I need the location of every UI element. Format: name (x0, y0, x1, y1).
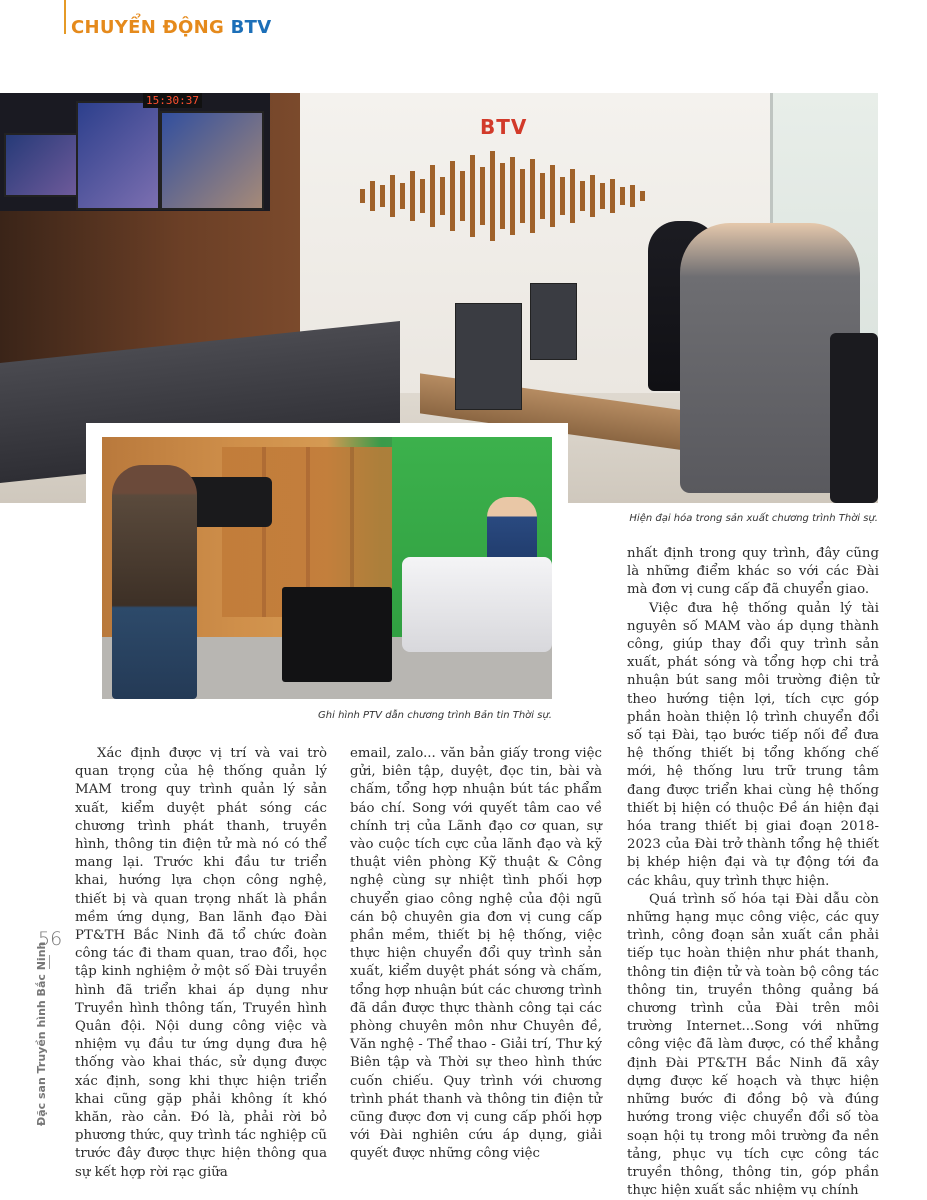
photo-chair (830, 333, 878, 503)
photo-screen (160, 111, 264, 210)
paragraph: Xác định được vị trí và vai trò quan trọng của hệ thống quản lý MAM trong quy trình quản lý sản xuất, kiểm duyệt phát sóng các chương trình phát thanh, truyền hình, thông tin điện tử mà nó có thể mang lại. Trước khi đầu tư triển khai, hướng lựa chọn công nghệ, thiết bị và quan trọng nhất là phần mềm ứng dụng, Ban lãnh đạo Đài PT&TH Bắc Ninh đã tổ chức đoàn công tác đi tham quan, trao đổi, học tập kinh nghiệm ở một số Đài truyền hình đã triển khai áp dụng như Truyền hình thông tấn, Truyền hình Quân đội. Nội dung công việc và nhiệm vụ đầu tư ứng dụng đưa hệ thống vào khai thác, sử dụng được xác định, song khi thực hiện triển khai cũng gặp phải không ít khó khăn, rào cản. Đó là, phải rời bỏ phương thức, quy trình tác nghiệp cũ trước đây được thực hiện thông qua sự kết hợp rời rạc giữa (75, 746, 327, 1180)
inset-photo-studio (102, 437, 552, 699)
paragraph: Quá trình số hóa tại Đài dẫu còn những hạng mục công việc, các quy trình, công đoạn sản xuất cần phải tiếp tục hoàn thiện như phát thanh, thông tin điện tử và toàn bộ công tác thông tin, truyền thông quảng bá chương trình của Đài trên môi trường Internet...Song với những công việc đã làm được, có thể khẳng định Đài PT&TH Bắc Ninh đã xây dựng được kế hoạch và thực hiện những bước đi đồng bộ và đúng hướng trong việc chuyển đổi số tòa soạn hội tụ trong môi trường đa nền tảng, phục vụ tích cực công tác truyền thông, thông tin, góp phần thực hiện xuất sắc nhiệm vụ chính (627, 891, 879, 1199)
photo-computer (530, 283, 577, 360)
header-accent-rule (64, 0, 66, 34)
photo-soundwave-decor (360, 151, 650, 241)
photo-computer (455, 303, 522, 410)
photo-screen (76, 101, 160, 210)
page-number: 56 (38, 928, 63, 950)
main-photo-caption: Hiện đại hóa trong sản xuất chương trình Thời sự. (629, 513, 878, 524)
section-header (71, 17, 272, 38)
paragraph: nhất định trong quy trình, đây cũng là những điểm khác so với các Đài mà đơn vị cung cấp đã chuyển giao. (627, 546, 879, 598)
paragraph: Việc đưa hệ thống quản lý tài nguyên số MAM vào áp dụng thành công, giúp thay đổi quy trình sản xuất, phát sóng và tổng hợp chi trả nhuận bút sang môi trường điện tử theo hướng tiện lợi, tích cực góp phần hoàn thiện lộ trình chuyển đổi số tại Đài, tạo bước tiếp nối để đưa hệ thống thiết bị tổng khống chế mới, hệ thống lưu trữ trung tâm đang được triển khai cùng hệ thống thiết bị hiện có thuộc Đề án hiện đại hóa trang thiết bị giai đoạn 2018-2023 của Đài trở thành tổng hệ thiết bị khép hiện đại và tự động tới đa các khâu, quy trình thực hiện. (627, 600, 879, 889)
page-number-rule (49, 955, 50, 969)
section-header-brand: BTV (230, 17, 272, 38)
publication-name: Đặc san Truyền hình Bắc Ninh (35, 941, 48, 1126)
inset-photo-caption: Ghi hình PTV dẫn chương trình Bản tin Thời sự. (318, 710, 552, 721)
photo-screen (4, 133, 78, 197)
photo-teleprompter (282, 587, 392, 682)
photo-btv-logo: BTV (480, 115, 528, 139)
photo-monitor-wall (0, 93, 270, 211)
photo-camera-operator (112, 465, 197, 699)
photo-clock: 15:30:37 (143, 93, 202, 108)
article-column-3 (627, 545, 879, 1200)
article-column-2 (350, 745, 602, 1164)
section-header-title: CHUYỂN ĐỘNG (71, 17, 231, 38)
paragraph: email, zalo... văn bản giấy trong việc gửi, biên tập, duyệt, đọc tin, bài và chấm, tổng hợp nhuận bút tác phẩm báo chí. Song với quyết tâm cao về chính trị của Lãnh đạo cơ quan, sự vào cuộc tích cực của lãnh đạo và kỹ thuật viên phòng Kỹ thuật & Công nghệ cùng sự nhiệt tình phối hợp chuyển giao công nghệ của đội ngũ cán bộ chuyên gia đơn vị cung cấp phần mềm, thiết bị hệ thống, việc thực hiện chuyển đổi quy trình sản xuất, kiểm duyệt phát sóng và chấm, tổng hợp nhuận bút các chương trình đã dần được thực thành công tại các phòng chuyên môn như Chuyên đề, Văn nghệ - Thể thao - Giải trí, Thư ký Biên tập và Thời sự theo hình thức cuốn chiếu. Quy trình với chương trình phát thanh và thông tin điện tử cũng được đơn vị cung cấp phối hợp với Đài nghiên cứu áp dụng, giải quyết được những công việc (350, 746, 602, 1162)
article-column-1 (75, 745, 327, 1182)
photo-anchor-desk (402, 557, 552, 652)
